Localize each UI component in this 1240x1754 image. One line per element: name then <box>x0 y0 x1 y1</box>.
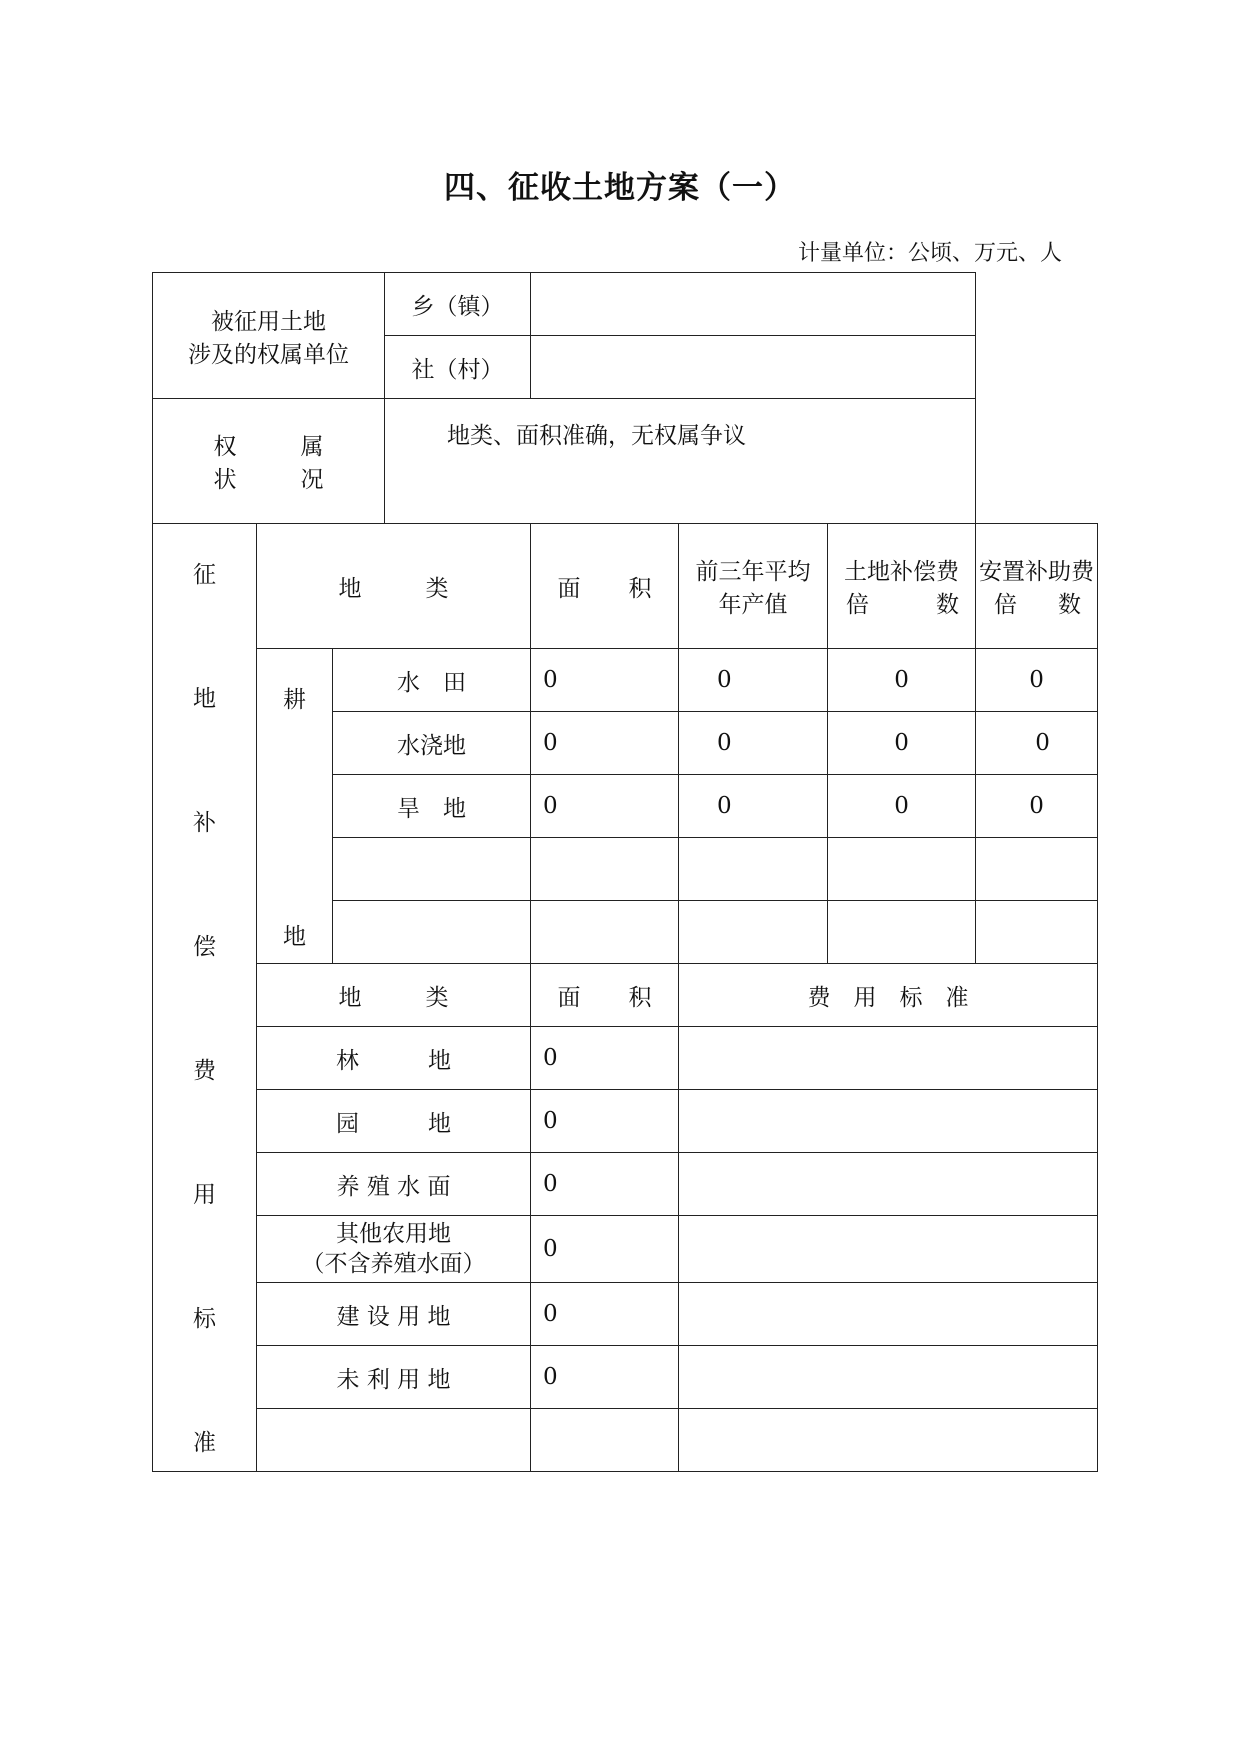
header-land-type-char: 类 <box>425 575 449 602</box>
other-header-land-type <box>257 964 531 1027</box>
table-row <box>153 1027 1098 1090</box>
township-label: 乡（镇） <box>385 273 531 336</box>
cultivated-type-cell: 水浇地 <box>333 712 531 775</box>
land-acquisition-form <box>152 272 1098 1472</box>
header-avg-output-line1: 前三年平均 <box>695 559 811 585</box>
avg-output-cell[interactable]: 0 <box>679 775 828 838</box>
header-land-comp-mult-char: 数 <box>936 592 960 618</box>
status-label-char: 属 <box>300 434 324 460</box>
land-comp-multiple-cell[interactable]: 0 <box>828 649 976 712</box>
other-header-area-char: 面 <box>557 984 581 1011</box>
header-resettle-line1: 安置补助费 <box>979 559 1094 585</box>
area-cell[interactable]: 0 <box>531 1090 679 1153</box>
header-land-comp <box>828 524 976 649</box>
area-cell[interactable] <box>531 901 679 964</box>
cultivated-land-label <box>257 649 333 964</box>
area-cell[interactable]: 0 <box>531 1216 679 1283</box>
avg-output-cell[interactable] <box>679 901 828 964</box>
other-type-cell: 园 地 <box>257 1090 531 1153</box>
status-label-char: 权 <box>213 434 237 460</box>
header-land-comp-multiple <box>828 586 975 619</box>
village-value[interactable] <box>531 336 976 399</box>
fee-standard-cell[interactable] <box>679 1283 1098 1346</box>
land-comp-multiple-cell[interactable]: 0 <box>828 712 976 775</box>
side-label-char: 偿 <box>193 933 216 960</box>
cultivated-type-cell[interactable] <box>333 838 531 901</box>
other-type-cell[interactable] <box>257 1409 531 1472</box>
table-row <box>153 1090 1098 1153</box>
ownership-status-text[interactable]: 地类、面积准确，无权属争议 <box>385 399 976 524</box>
cultivated-type-cell[interactable] <box>333 901 531 964</box>
table-row <box>153 1283 1098 1346</box>
area-cell[interactable]: 0 <box>531 775 679 838</box>
fee-standard-cell[interactable] <box>679 1216 1098 1283</box>
avg-output-cell[interactable] <box>679 838 828 901</box>
other-type-cell <box>257 1216 531 1283</box>
fee-standard-cell[interactable] <box>679 1027 1098 1090</box>
other-header-land-type-char: 类 <box>425 984 449 1011</box>
avg-output-cell[interactable]: 0 <box>679 712 828 775</box>
table-row <box>153 1153 1098 1216</box>
resettle-multiple-cell[interactable]: 0 <box>976 712 1098 775</box>
avg-output-cell[interactable]: 0 <box>679 649 828 712</box>
area-cell[interactable]: 0 <box>531 1027 679 1090</box>
header-land-comp-line1: 土地补偿费 <box>844 559 959 585</box>
table-row <box>153 1216 1098 1283</box>
other-header-area-char: 积 <box>628 984 652 1011</box>
fee-standard-cell[interactable] <box>679 1409 1098 1472</box>
side-label-char: 征 <box>193 561 216 588</box>
cultivated-type-cell: 水 田 <box>333 649 531 712</box>
fee-standard-cell[interactable] <box>679 1346 1098 1409</box>
header-area-char: 积 <box>628 575 652 602</box>
other-header-area <box>531 964 679 1027</box>
header-avg-output <box>679 524 828 649</box>
side-label-char: 标 <box>193 1306 216 1333</box>
township-value[interactable] <box>531 273 976 336</box>
area-cell[interactable]: 0 <box>531 1283 679 1346</box>
table-row <box>153 1346 1098 1409</box>
village-label: 社（村） <box>385 336 531 399</box>
area-cell[interactable]: 0 <box>531 649 679 712</box>
other-type-line2: （不含养殖水面） <box>301 1251 486 1277</box>
ownership-status-label <box>153 399 385 524</box>
resettle-multiple-cell[interactable]: 0 <box>976 649 1098 712</box>
land-comp-multiple-cell[interactable] <box>828 838 976 901</box>
side-label-char: 地 <box>193 685 216 712</box>
side-label-char: 补 <box>193 809 216 836</box>
area-cell[interactable]: 0 <box>531 712 679 775</box>
unit-note: 计量单位：公顷、万元、人 <box>797 241 1062 266</box>
area-cell[interactable] <box>531 1409 679 1472</box>
header-resettle-mult-char: 数 <box>1058 592 1081 618</box>
status-label-char: 状 <box>213 467 237 493</box>
header-land-type <box>257 524 531 649</box>
ownership-units-label-line1: 被征用土地 <box>211 308 326 335</box>
header-resettle-mult-char: 倍 <box>994 592 1018 618</box>
header-avg-output-line2: 年产值 <box>718 592 788 618</box>
header-land-comp-mult-char: 倍 <box>846 592 869 618</box>
cultivated-type-cell: 旱 地 <box>333 775 531 838</box>
other-type-line1: 其他农用地 <box>336 1221 451 1247</box>
cultivated-label-char: 地 <box>283 924 306 950</box>
ownership-units-label-line2: 涉及的权属单位 <box>188 341 349 368</box>
other-type-cell: 未 利 用 地 <box>257 1346 531 1409</box>
header-area-char: 面 <box>557 575 581 602</box>
header-area <box>531 524 679 649</box>
resettle-multiple-cell[interactable] <box>976 838 1098 901</box>
page-title: 四、征收土地方案（一） <box>444 170 796 206</box>
cultivated-label-char: 耕 <box>283 687 306 713</box>
land-comp-multiple-cell[interactable] <box>828 901 976 964</box>
resettle-multiple-cell[interactable] <box>976 901 1098 964</box>
header-resettle <box>976 524 1098 649</box>
other-header-land-type-char: 地 <box>338 984 362 1011</box>
table-row <box>153 649 1098 712</box>
resettle-multiple-cell[interactable]: 0 <box>976 775 1098 838</box>
other-type-cell: 林 地 <box>257 1027 531 1090</box>
fee-standard-cell[interactable] <box>679 1090 1098 1153</box>
header-resettle-multiple <box>976 586 1097 619</box>
table-row <box>153 1409 1098 1472</box>
status-label-char: 况 <box>300 467 324 493</box>
compensation-side-label <box>153 524 257 1472</box>
ownership-units-label <box>153 273 385 399</box>
side-label-char: 用 <box>193 1182 216 1209</box>
area-cell[interactable]: 0 <box>531 1346 679 1409</box>
other-type-cell: 建 设 用 地 <box>257 1283 531 1346</box>
other-header-fee-standard: 费 用 标 准 <box>679 964 1098 1027</box>
side-label-char: 费 <box>193 1058 216 1085</box>
land-comp-multiple-cell[interactable]: 0 <box>828 775 976 838</box>
other-type-cell: 养 殖 水 面 <box>257 1153 531 1216</box>
header-land-type-char: 地 <box>338 575 362 602</box>
fee-standard-cell[interactable] <box>679 1153 1098 1216</box>
area-cell[interactable] <box>531 838 679 901</box>
side-label-char: 准 <box>193 1430 216 1457</box>
area-cell[interactable]: 0 <box>531 1153 679 1216</box>
